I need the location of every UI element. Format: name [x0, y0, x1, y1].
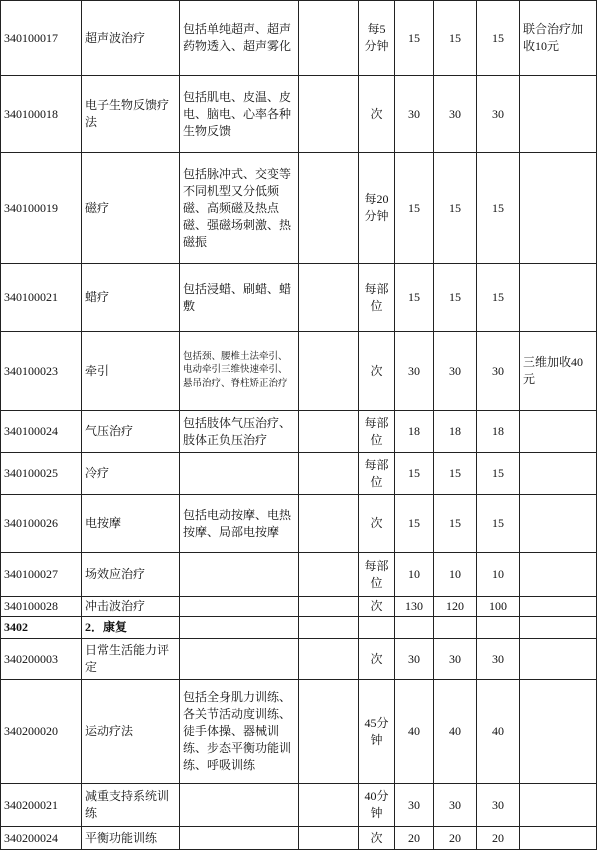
item-content-cell [180, 597, 299, 617]
item-content-cell: 包括肌电、皮温、皮电、脑电、心率各种生物反馈 [180, 76, 299, 153]
price-cell-3: 15 [477, 153, 520, 264]
item-content-cell: 包括电动按摩、电热按摩、局部电按摩 [180, 495, 299, 553]
item-unit-cell: 次 [359, 639, 395, 680]
item-code-cell: 340100028 [1, 597, 82, 617]
price-cell-1: 18 [395, 411, 434, 453]
item-exclusions-cell [299, 680, 359, 784]
item-name-cell: 减重支持系统训练 [82, 784, 180, 827]
table-row [1, 153, 597, 264]
price-cell-1: 30 [395, 639, 434, 680]
price-cell-3 [477, 617, 520, 639]
item-exclusions-cell [299, 453, 359, 495]
price-cell-1: 30 [395, 332, 434, 411]
item-name-cell: 冲击波治疗 [82, 597, 180, 617]
price-cell-2: 30 [434, 639, 477, 680]
item-note-cell [520, 76, 597, 153]
item-code-cell: 3402 [1, 617, 82, 639]
item-content-cell [180, 827, 299, 850]
item-content-cell [180, 617, 299, 639]
item-exclusions-cell [299, 332, 359, 411]
item-note-cell: 三维加收40元 [520, 332, 597, 411]
price-cell-3: 30 [477, 332, 520, 411]
price-cell-2: 40 [434, 680, 477, 784]
price-cell-3: 15 [477, 453, 520, 495]
item-note-cell [520, 495, 597, 553]
item-exclusions-cell [299, 153, 359, 264]
price-cell-3: 40 [477, 680, 520, 784]
item-note-cell [520, 617, 597, 639]
table-row [1, 680, 597, 784]
table-row [1, 597, 597, 617]
price-cell-2: 30 [434, 76, 477, 153]
item-content-cell: 包括颈、腰椎土法牵引、电动牵引三维快速牵引、悬吊治疗、脊柱矫正治疗 [180, 332, 299, 411]
item-name-cell: 运动疗法 [82, 680, 180, 784]
price-cell-3: 30 [477, 784, 520, 827]
table-row [1, 332, 597, 411]
item-note-cell [520, 411, 597, 453]
price-cell-2: 20 [434, 827, 477, 850]
item-content-cell [180, 453, 299, 495]
item-name-cell: 电按摩 [82, 495, 180, 553]
item-content-cell: 包括全身肌力训练、各关节活动度训练、徒手体操、器械训练、步态平衡功能训练、呼吸训练 [180, 680, 299, 784]
item-unit-cell: 每20分钟 [359, 153, 395, 264]
item-exclusions-cell [299, 639, 359, 680]
item-unit-cell: 次 [359, 827, 395, 850]
item-code-cell: 340100027 [1, 553, 82, 597]
item-name-cell: 2．康复 [82, 617, 180, 639]
price-cell-1: 15 [395, 453, 434, 495]
item-exclusions-cell [299, 264, 359, 332]
table-row [1, 76, 597, 153]
table-row [1, 827, 597, 850]
price-cell-3: 100 [477, 597, 520, 617]
price-cell-2: 15 [434, 495, 477, 553]
item-unit-cell: 每部位 [359, 453, 395, 495]
item-unit-cell: 每部位 [359, 264, 395, 332]
price-cell-3: 20 [477, 827, 520, 850]
table-row [1, 495, 597, 553]
price-cell-2: 15 [434, 453, 477, 495]
item-code-cell: 340100019 [1, 153, 82, 264]
item-name-cell: 平衡功能训练 [82, 827, 180, 850]
table-row [1, 639, 597, 680]
item-note-cell: 联合治疗加收10元 [520, 1, 597, 76]
item-content-cell [180, 639, 299, 680]
item-code-cell: 340200020 [1, 680, 82, 784]
price-cell-3: 18 [477, 411, 520, 453]
item-name-cell: 电子生物反馈疗法 [82, 76, 180, 153]
item-code-cell: 340100023 [1, 332, 82, 411]
item-exclusions-cell [299, 76, 359, 153]
item-name-cell: 磁疗 [82, 153, 180, 264]
item-note-cell [520, 453, 597, 495]
price-cell-2: 18 [434, 411, 477, 453]
item-code-cell: 340100024 [1, 411, 82, 453]
table-row [1, 553, 597, 597]
item-unit-cell: 次 [359, 332, 395, 411]
item-code-cell: 340200003 [1, 639, 82, 680]
item-unit-cell: 每5分钟 [359, 1, 395, 76]
price-cell-3: 30 [477, 76, 520, 153]
item-code-cell: 340100025 [1, 453, 82, 495]
item-note-cell [520, 784, 597, 827]
item-unit-cell: 45分钟 [359, 680, 395, 784]
item-name-cell: 蜡疗 [82, 264, 180, 332]
item-code-cell: 340100018 [1, 76, 82, 153]
item-exclusions-cell [299, 827, 359, 850]
item-exclusions-cell [299, 553, 359, 597]
item-name-cell: 冷疗 [82, 453, 180, 495]
item-code-cell: 340100026 [1, 495, 82, 553]
item-exclusions-cell [299, 1, 359, 76]
table-row [1, 411, 597, 453]
price-cell-1: 15 [395, 495, 434, 553]
item-name-cell: 场效应治疗 [82, 553, 180, 597]
item-name-cell: 日常生活能力评定 [82, 639, 180, 680]
price-cell-2: 15 [434, 264, 477, 332]
table-row [1, 1, 597, 76]
item-content-cell: 包括浸蜡、刷蜡、蜡敷 [180, 264, 299, 332]
price-cell-3: 15 [477, 495, 520, 553]
item-content-cell [180, 784, 299, 827]
table-row [1, 784, 597, 827]
price-cell-2: 15 [434, 1, 477, 76]
table-body [1, 1, 597, 850]
table-row [1, 264, 597, 332]
item-code-cell: 340200021 [1, 784, 82, 827]
price-cell-1: 15 [395, 153, 434, 264]
item-content-cell: 包括脉冲式、交变等不同机型又分低频磁、高频磁及热点磁、强磁场刺激、热磁振 [180, 153, 299, 264]
item-unit-cell: 次 [359, 495, 395, 553]
item-exclusions-cell [299, 617, 359, 639]
price-cell-1: 30 [395, 784, 434, 827]
item-note-cell [520, 153, 597, 264]
item-content-cell: 包括单纯超声、超声药物透入、超声雾化 [180, 1, 299, 76]
table-row [1, 453, 597, 495]
price-cell-2 [434, 617, 477, 639]
item-unit-cell: 次 [359, 597, 395, 617]
item-name-cell: 气压治疗 [82, 411, 180, 453]
price-cell-3: 30 [477, 639, 520, 680]
item-name-cell: 牵引 [82, 332, 180, 411]
item-note-cell [520, 827, 597, 850]
item-unit-cell [359, 617, 395, 639]
price-cell-1: 10 [395, 553, 434, 597]
item-unit-cell: 每部位 [359, 411, 395, 453]
price-cell-3: 15 [477, 1, 520, 76]
item-exclusions-cell [299, 597, 359, 617]
item-note-cell [520, 264, 597, 332]
price-cell-1: 20 [395, 827, 434, 850]
item-note-cell [520, 680, 597, 784]
item-unit-cell: 次 [359, 76, 395, 153]
item-code-cell: 340100021 [1, 264, 82, 332]
price-cell-1: 130 [395, 597, 434, 617]
price-cell-2: 120 [434, 597, 477, 617]
price-cell-1: 40 [395, 680, 434, 784]
item-code-cell: 340100017 [1, 1, 82, 76]
price-cell-1 [395, 617, 434, 639]
price-cell-2: 15 [434, 153, 477, 264]
price-cell-2: 30 [434, 784, 477, 827]
item-unit-cell: 40分钟 [359, 784, 395, 827]
price-cell-2: 10 [434, 553, 477, 597]
item-unit-cell: 每部位 [359, 553, 395, 597]
item-content-cell [180, 553, 299, 597]
price-cell-1: 15 [395, 1, 434, 76]
price-cell-3: 15 [477, 264, 520, 332]
item-exclusions-cell [299, 411, 359, 453]
item-code-cell: 340200024 [1, 827, 82, 850]
item-name-cell: 超声波治疗 [82, 1, 180, 76]
item-exclusions-cell [299, 495, 359, 553]
price-cell-1: 30 [395, 76, 434, 153]
item-content-cell: 包括肢体气压治疗、肢体正负压治疗 [180, 411, 299, 453]
item-note-cell [520, 597, 597, 617]
item-note-cell [520, 553, 597, 597]
price-cell-1: 15 [395, 264, 434, 332]
price-cell-3: 10 [477, 553, 520, 597]
price-cell-2: 30 [434, 332, 477, 411]
item-exclusions-cell [299, 784, 359, 827]
section-row [1, 617, 597, 639]
item-note-cell [520, 639, 597, 680]
